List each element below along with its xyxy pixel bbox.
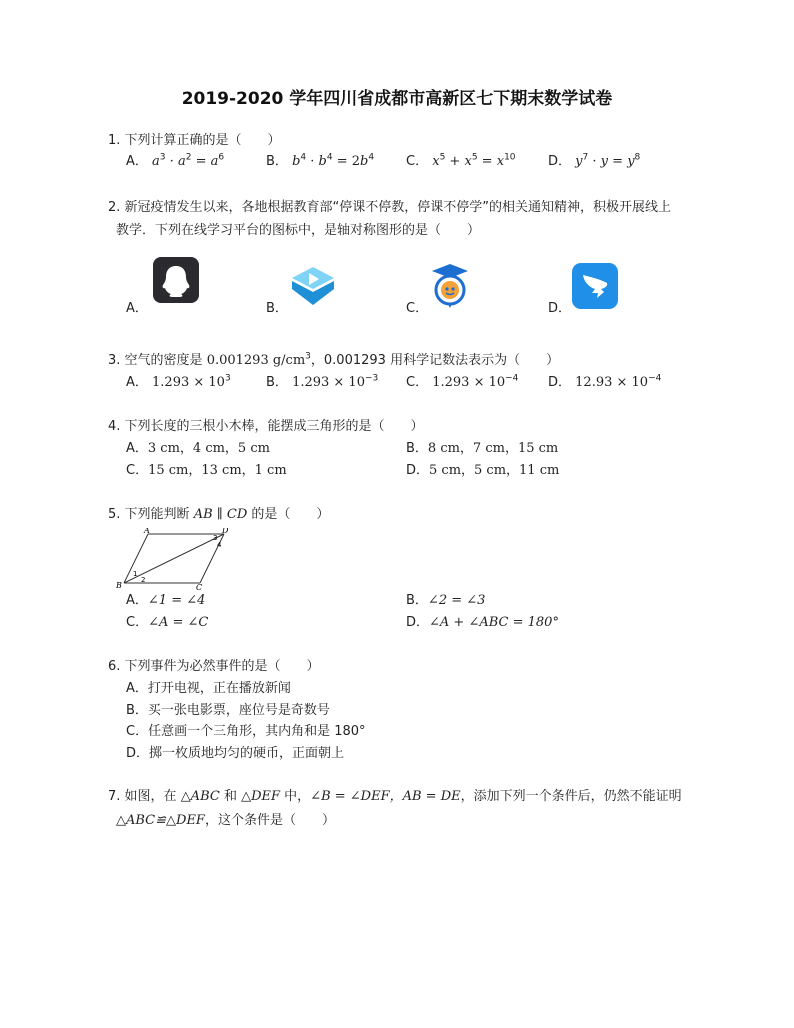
q4-options-row2	[126, 461, 726, 481]
question-7: 7. 如图，在 △ABC 和 △DEF 中，∠B = ∠DEF，AB = DE，添加下列一个条件后，仍然不能证明	[108, 789, 682, 804]
density-exponent: 3	[305, 351, 311, 362]
option-c: C． $x^5 + x^5 = x^{10}$	[406, 152, 516, 169]
congruence-expression: △ABC≌△DEF	[116, 813, 205, 828]
triangle-def: △DEF	[241, 789, 281, 804]
option-d: D．∠A + ∠ABC = 180°	[406, 615, 559, 630]
question-stem: 下列长度的三根小木棒，能摆成三角形的是（ ）	[124, 419, 424, 434]
parallelogram-figure	[116, 528, 236, 590]
option-a: A． $1.293 \times 10^3$	[126, 373, 231, 390]
question-stem: 下列计算正确的是（ ）	[124, 133, 281, 148]
option-c: C．15 cm，13 cm，1 cm	[126, 463, 287, 478]
dingtalk-icon	[572, 263, 618, 309]
q4-options-row1	[126, 439, 726, 459]
q1-options	[126, 152, 726, 172]
question-4	[108, 417, 708, 437]
question-stem: 下列能判断	[124, 507, 194, 522]
angle-4-label: 4	[217, 541, 222, 549]
question-stem: 空气的密度是	[124, 353, 207, 368]
q5-options-row2	[126, 613, 726, 633]
option-b: B．∠2 = ∠3	[406, 593, 486, 608]
question-3	[108, 351, 708, 371]
option-d: D．掷一枚质地均匀的硬币，正面朝上	[126, 746, 345, 761]
question-number: 7.	[108, 789, 121, 804]
given-conditions: ∠B = ∠DEF，AB = DE	[310, 789, 461, 804]
angle-3-label: 3	[213, 534, 218, 542]
question-number: 5.	[108, 507, 121, 522]
page-title: 2019-2020 学年四川省成都市高新区七下期末数学试卷	[181, 89, 613, 109]
angle-2-label: 2	[141, 576, 146, 584]
q2-label-a: A．	[126, 301, 148, 316]
question-stem-line2: 教学．下列在线学习平台的图标中，是轴对称图形的是（ ）	[116, 223, 481, 238]
question-1	[108, 131, 708, 151]
option-c: C．任意画一个三角形，其内角和是 180°	[126, 724, 366, 739]
q2-label-b: B．	[266, 301, 288, 316]
vertex-c-label: C	[196, 583, 203, 590]
question-2	[108, 198, 708, 218]
option-d: D． $y^7 \cdot y = y^8$	[548, 152, 641, 169]
question-5	[108, 505, 708, 525]
question-number: 2.	[108, 200, 121, 215]
question-stem-line1: 新冠疫情发生以来，各地根据教育部“停课不停教，停课不停学”的相关通知精神，积极开展线上	[124, 200, 672, 215]
question-number: 4.	[108, 419, 121, 434]
option-b: B． $1.293 \times 10^{-3}$	[266, 373, 379, 390]
q2-label-d: D．	[548, 301, 572, 316]
density-value: 0.001293 g/cm	[206, 353, 306, 368]
qq-penguin-icon	[153, 257, 199, 303]
question-number: 1.	[108, 133, 121, 148]
option-a: A．3 cm，4 cm，5 cm	[126, 441, 270, 456]
graduate-robot-icon	[428, 262, 472, 308]
question-number: 3.	[108, 353, 121, 368]
option-d: D． $12.93 \times 10^{-4}$	[548, 373, 662, 390]
vertex-b-label: B	[116, 581, 122, 590]
option-b: B． $b^4 \cdot b^4 = 2b^4$	[266, 152, 375, 169]
q2-label-c: C．	[406, 301, 429, 316]
q3-options	[126, 373, 726, 393]
question-6	[108, 657, 708, 677]
option-d: D．5 cm，5 cm，11 cm	[406, 463, 560, 478]
option-a: A．打开电视，正在播放新闻	[126, 681, 291, 696]
option-a: A． $a^3 \cdot a^2 = a^6$	[126, 152, 225, 169]
play-cube-icon	[290, 265, 336, 307]
option-b: B．买一张电影票，座位号是奇数号	[126, 703, 330, 718]
question-number: 6.	[108, 659, 121, 674]
option-b: B．8 cm，7 cm，15 cm	[406, 441, 559, 456]
option-c: C． $1.293 \times 10^{-4}$	[406, 373, 519, 390]
vertex-d-label: D	[222, 528, 229, 535]
option-a: A．∠1 = ∠4	[126, 593, 206, 608]
question-stem-rest: 的是（ ）	[247, 507, 330, 522]
option-c: C．∠A = ∠C	[126, 615, 209, 630]
vertex-a-label: A	[144, 528, 150, 535]
triangle-abc: △ABC	[180, 789, 220, 804]
parallel-expression: AB ∥ CD	[193, 507, 248, 522]
angle-1-label: 1	[133, 570, 138, 578]
question-stem-rest: ，0.001293 用科学记数法表示为（ ）	[310, 353, 560, 368]
question-stem: 下列事件为必然事件的是（ ）	[124, 659, 320, 674]
question-stem-line2: △ABC≌△DEF，这个条件是（ ）	[116, 813, 335, 828]
q5-options-row1	[126, 591, 726, 611]
